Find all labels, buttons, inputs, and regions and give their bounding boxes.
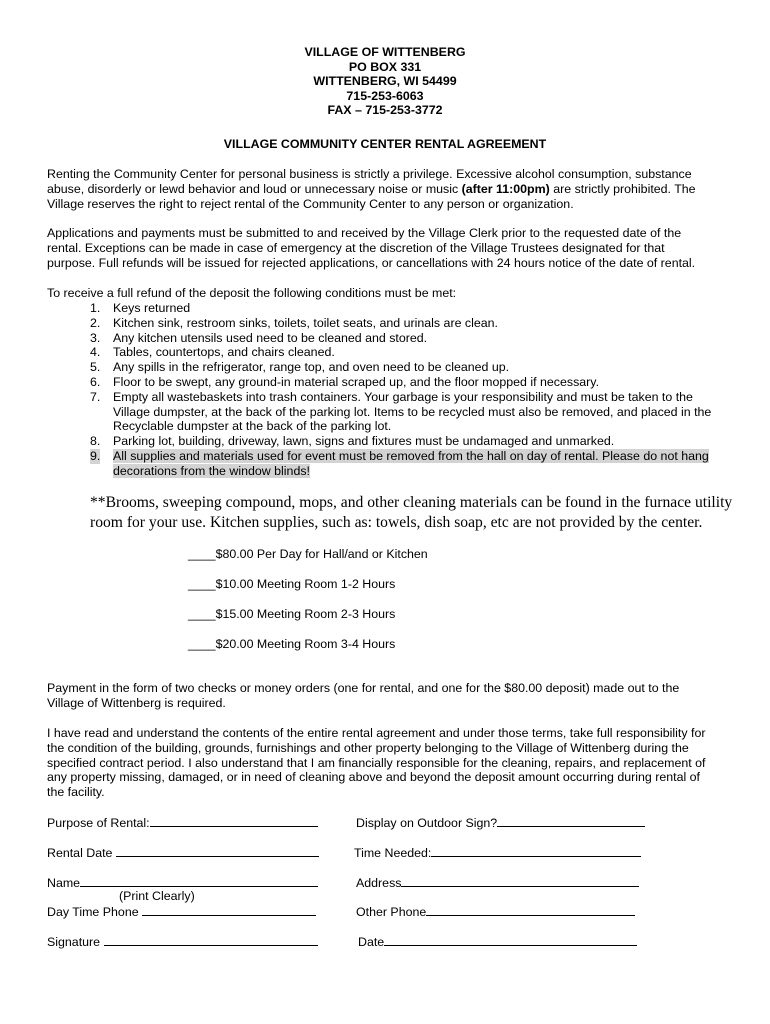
applications-line: rental. Exceptions can be made in case of emergency at the discretion of the Village Trustees designated for that <box>47 240 665 255</box>
name-label: Name <box>47 876 81 890</box>
condition-number: 3. <box>90 330 101 345</box>
other-phone-field[interactable] <box>356 904 635 920</box>
acknowledgement-line: any property missing, damaged, or in need of cleaning above and beyond the deposit amount occurring during rental of <box>47 770 700 785</box>
display-sign-label: Display on Outdoor Sign? <box>356 816 498 830</box>
letterhead-city: WITTENBERG, WI 54499 <box>313 74 457 89</box>
intro-text: abuse, disorderly or lewd behavior and loud or unnecessary noise or music <box>47 181 462 196</box>
condition-item-continued <box>47 464 747 479</box>
condition-text: Any spills in the refrigerator, range top, and oven need to be cleaned up. <box>113 360 510 375</box>
rate-option-meeting-3-4[interactable]: ____$20.00 Meeting Room 3-4 Hours <box>188 637 396 651</box>
intro-line: Renting the Community Center for personal business is strictly a privilege. Excessive alcohol consumption, substance <box>47 167 692 181</box>
payment-line: Village of Wittenberg is required. <box>47 695 226 710</box>
date-field[interactable] <box>358 934 637 950</box>
acknowledgement-line: I have read and understand the contents of the entire rental agreement and under those terms, take full responsibility for <box>47 726 706 740</box>
condition-item <box>47 390 747 405</box>
letterhead-po-box: PO BOX 331 <box>348 59 422 74</box>
conditions-intro: To receive a full refund of the deposit the following conditions must be met: <box>47 286 457 300</box>
other-phone-label: Other Phone <box>356 905 427 919</box>
date-label: Date <box>358 935 385 949</box>
condition-text: Village dumpster, at the back of the parking lot. Items to be recycled must also be removed, and placed in the <box>113 404 712 419</box>
condition-text: Recyclable dumpster at the back of the parking lot. <box>113 419 392 434</box>
document-title: VILLAGE COMMUNITY CENTER RENTAL AGREEMENT <box>223 137 547 151</box>
condition-number: 6. <box>90 374 101 389</box>
intro-paragraph <box>47 167 737 211</box>
letterhead <box>0 45 770 118</box>
acknowledgement-line: the condition of the building, grounds, furnishings and other property belonging to the Village of Wittenberg during the <box>47 740 689 755</box>
condition-text: Empty all wastebaskets into trash containers. Your garbage is your responsibility and must be taken to the <box>113 389 693 404</box>
intro-line: Village reserves the right to reject rental of the Community Center to any person or organization. <box>47 196 574 211</box>
condition-item <box>47 316 747 331</box>
signature-input-line[interactable] <box>104 934 318 946</box>
condition-number: 7. <box>90 389 101 404</box>
day-phone-label: Day Time Phone <box>47 905 139 919</box>
condition-item <box>47 301 747 316</box>
applications-line: Applications and payments must be submitted to and received by the Village Clerk prior to the requested date of the <box>47 226 682 240</box>
acknowledgement-line: specified contract period. I also understand that I am financially responsible for the cleaning, repairs, and replacement of <box>47 755 706 770</box>
condition-text: Keys returned <box>113 301 191 315</box>
address-field[interactable] <box>356 875 639 891</box>
day-phone-field[interactable] <box>47 904 316 920</box>
address-label: Address <box>356 876 402 890</box>
rate-option-meeting-2-3[interactable]: ____$15.00 Meeting Room 2-3 Hours <box>188 607 396 621</box>
conditions-list <box>47 301 747 479</box>
condition-text: decorations from the window blinds! <box>113 463 310 478</box>
condition-text: All supplies and materials used for event must be removed from the hall on day of rental. Please do not hang <box>113 448 709 463</box>
display-sign-input-line[interactable] <box>497 815 645 827</box>
condition-item <box>47 375 747 390</box>
condition-item <box>47 331 747 346</box>
rate-option-hall[interactable]: ____$80.00 Per Day for Hall/and or Kitchen <box>188 547 428 561</box>
acknowledgement-line: the facility. <box>47 785 105 800</box>
condition-text: Tables, countertops, and chairs cleaned. <box>113 345 335 360</box>
note-line: **Brooms, sweeping compound, mops, and other cleaning materials can be found in the furnace utility <box>90 494 733 511</box>
payment-paragraph <box>47 681 737 711</box>
time-needed-label: Time Needed: <box>354 846 432 860</box>
address-input-line[interactable] <box>401 875 639 887</box>
applications-paragraph <box>47 226 737 270</box>
payment-line: Payment in the form of two checks or money orders (one for rental, and one for the $80.00 deposit) made out to the <box>47 681 680 695</box>
signature-label: Signature <box>47 935 101 949</box>
purpose-of-rental-field[interactable] <box>47 815 318 831</box>
letterhead-phone: 715-253-6063 <box>346 88 424 103</box>
condition-number: 2. <box>90 315 101 330</box>
intro-text: are strictly prohibited. The <box>549 181 696 196</box>
intro-bold-time: (after 11:00pm) <box>461 181 550 196</box>
condition-item-continued <box>47 419 747 434</box>
rental-date-field[interactable] <box>47 845 319 861</box>
condition-item <box>47 345 747 360</box>
day-phone-input-line[interactable] <box>142 904 316 916</box>
date-input-line[interactable] <box>384 934 637 946</box>
cleaning-supplies-note <box>90 493 732 532</box>
time-needed-input-line[interactable] <box>431 845 641 857</box>
condition-text: Floor to be swept, any ground-in material scraped up, and the floor mopped if necessary. <box>113 374 600 389</box>
display-sign-field[interactable] <box>356 815 645 831</box>
letterhead-fax: FAX – 715-253-3772 <box>327 103 443 118</box>
condition-number: 1. <box>90 301 101 315</box>
condition-item <box>47 434 747 449</box>
condition-item <box>47 360 747 375</box>
condition-text: Any kitchen utensils used need to be cleaned and stored. <box>113 330 428 345</box>
time-needed-field[interactable] <box>354 845 641 861</box>
intro-line <box>47 182 737 197</box>
other-phone-input-line[interactable] <box>426 904 635 916</box>
purpose-label: Purpose of Rental: <box>47 816 150 830</box>
condition-text: Parking lot, building, driveway, lawn, signs and fixtures must be undamaged and unmarked. <box>113 434 615 449</box>
purpose-input-line[interactable] <box>150 815 318 827</box>
name-input-line[interactable] <box>80 875 318 887</box>
condition-number: 4. <box>90 345 101 360</box>
applications-line: purpose. Full refunds will be issued for rejected applications, or cancellations with 24 hours notice of the date of rental. <box>47 255 696 270</box>
acknowledgement-paragraph <box>47 726 737 800</box>
condition-number: 9. <box>90 448 101 463</box>
print-clearly-hint: (Print Clearly) <box>119 889 195 903</box>
rental-date-input-line[interactable] <box>116 845 319 857</box>
rental-date-label: Rental Date <box>47 846 113 860</box>
condition-number: 5. <box>90 360 101 375</box>
signature-field[interactable] <box>47 934 318 950</box>
condition-text: Kitchen sink, restroom sinks, toilets, toilet seats, and urinals are clean. <box>113 315 498 330</box>
condition-item-continued <box>47 405 747 420</box>
condition-item-highlighted <box>47 449 747 464</box>
note-line: room for your use. Kitchen supplies, such as: towels, dish soap, etc are not provided by the center. <box>90 513 703 531</box>
letterhead-name: VILLAGE OF WITTENBERG <box>304 45 466 59</box>
condition-number: 8. <box>90 434 101 449</box>
rate-option-meeting-1-2[interactable]: ____$10.00 Meeting Room 1-2 Hours <box>188 577 396 591</box>
